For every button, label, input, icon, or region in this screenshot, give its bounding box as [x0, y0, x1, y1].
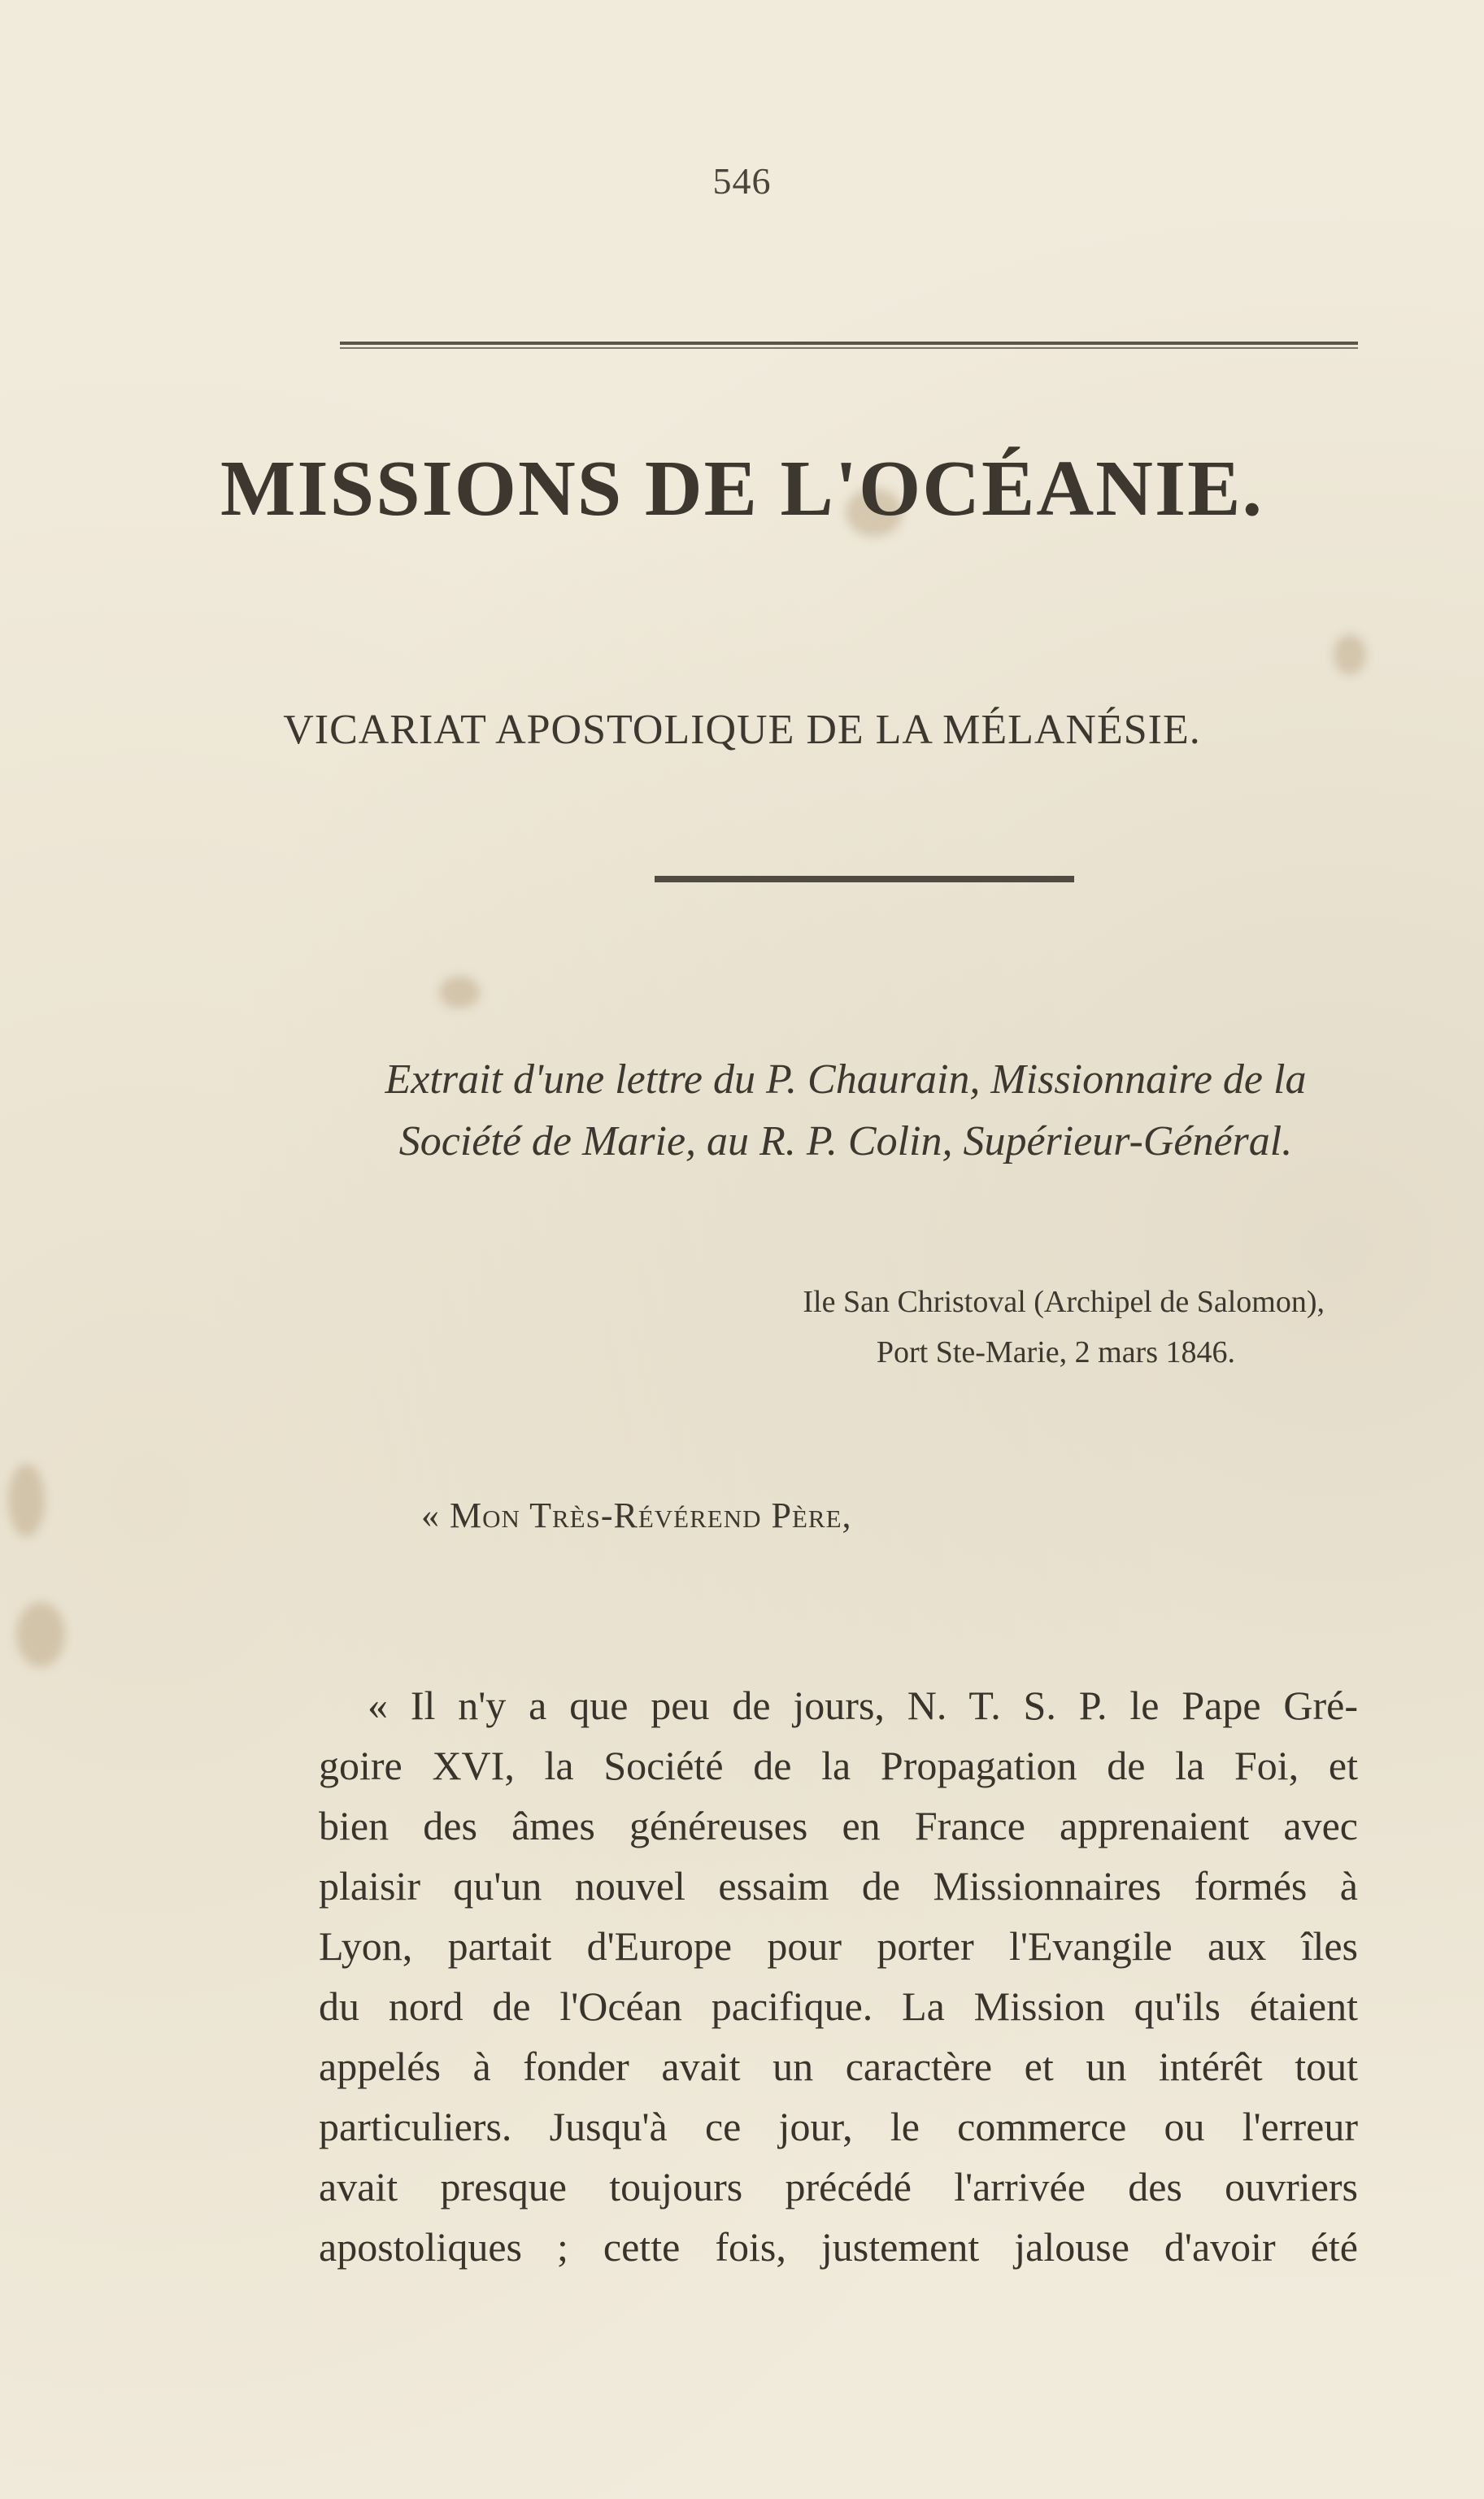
paper-stain: [439, 976, 480, 1008]
date-line: Port Ste-Marie, 2 mars 1846.: [876, 1335, 1235, 1369]
page-number: 546: [712, 160, 772, 202]
letter-extract-heading: [317, 1049, 1374, 1173]
extract-line: Extrait d'une lettre du P. Chaurain, Missionnaire de la: [385, 1056, 1307, 1103]
extract-line: Société de Marie, au R. P. Colin, Supérieur-Général.: [398, 1118, 1293, 1165]
section-title: MISSIONS DE L'OCÉANIE.: [220, 445, 1264, 533]
paper-stain: [8, 1464, 45, 1537]
paper-stain: [1334, 634, 1366, 675]
letter-body: [319, 1675, 1358, 2277]
body-line: avait presque toujours précédé l'arrivée des ouvriers: [319, 2164, 1358, 2209]
divider-rule: [655, 876, 1074, 882]
body-line: « Il n'y a que peu de jours, N. T. S. P. le Pape Gré-: [368, 1683, 1358, 1728]
body-line: appelés à fonder avait un caractère et un intérêt tout: [319, 2044, 1358, 2089]
place-line: Ile San Christoval (Archipel de Salomon),: [803, 1285, 1325, 1319]
body-line: plaisir qu'un nouvel essaim de Missionnaires formés à: [319, 1863, 1358, 1909]
body-line: bien des âmes généreuses en France apprenaient avec: [319, 1803, 1358, 1848]
section-subtitle: VICARIAT APOSTOLIQUE DE LA MÉLANÉSIE.: [283, 707, 1201, 753]
paper-stain: [16, 1602, 65, 1667]
letter-place-date: [593, 1277, 1325, 1378]
salutation: « Mon Très-Révérend Père,: [421, 1495, 852, 1535]
header-rule: [340, 342, 1358, 349]
body-line: particuliers. Jusqu'à ce jour, le commerce ou l'erreur: [319, 2104, 1358, 2149]
body-line: Lyon, partait d'Europe pour porter l'Evangile aux îles: [319, 1923, 1358, 1969]
body-line: goire XVI, la Société de la Propagation de la Foi, et: [319, 1743, 1358, 1788]
body-line: apostoliques ; cette fois, justement jalouse d'avoir été: [319, 2224, 1358, 2270]
body-line: du nord de l'Océan pacifique. La Mission qu'ils étaient: [319, 1983, 1358, 2029]
